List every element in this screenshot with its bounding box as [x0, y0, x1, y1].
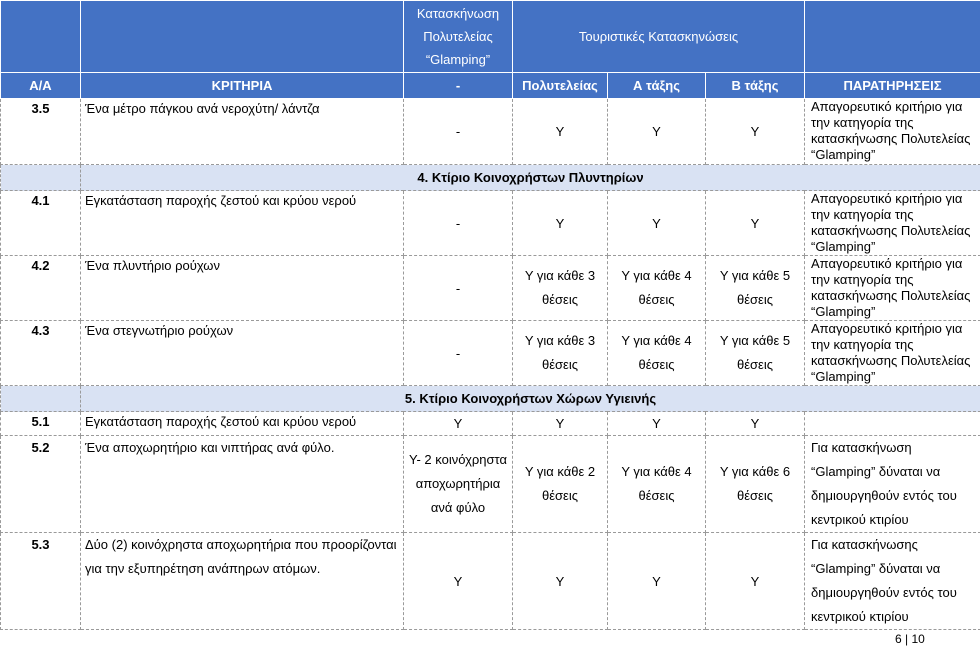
glamping-value: Υ — [404, 533, 513, 630]
a-class-value: Υ — [608, 533, 706, 630]
b-class-value: Υ — [706, 191, 805, 256]
glamping-value: - — [404, 256, 513, 321]
remarks-text: Απαγορευτικό κριτήριο για την κατηγορία της κατασκήνωσης Πολυτελείας “Glamping” — [805, 256, 980, 321]
header-tourist: Τουριστικές Κατασκηνώσεις — [513, 1, 805, 73]
row-number: 3.5 — [1, 99, 81, 165]
section-title: 5. Κτίριο Κοινοχρήστων Χώρων Υγιεινής — [81, 386, 980, 412]
b-class-value: Υ για κάθε 6 θέσεις — [706, 436, 805, 533]
table-row — [1, 533, 980, 630]
glamping-value: - — [404, 191, 513, 256]
table-row — [1, 436, 980, 533]
remarks-text — [805, 412, 980, 436]
criterion-text: Ένα στεγνωτήριο ρούχων — [81, 321, 404, 386]
b-class-value: Υ — [706, 412, 805, 436]
a-class-value: Υ — [608, 99, 706, 165]
b-class-value: Υ — [706, 99, 805, 165]
a-class-value: Υ — [608, 412, 706, 436]
remarks-text: Απαγορευτικό κριτήριο για την κατηγορία της κατασκήνωσης Πολυτελείας “Glamping” — [805, 321, 980, 386]
luxury-value: Υ — [513, 412, 608, 436]
section-header — [1, 165, 980, 191]
col-b-class: Β τάξης — [706, 73, 805, 99]
remarks-text: Απαγορευτικό κριτήριο για την κατηγορία της κατασκήνωσης Πολυτελείας “Glamping” — [805, 99, 980, 165]
luxury-value: Υ για κάθε 3 θέσεις — [513, 321, 608, 386]
luxury-value: Υ — [513, 191, 608, 256]
criterion-text: Ένα αποχωρητήριο και νιπτήρας ανά φύλο. — [81, 436, 404, 533]
table-row — [1, 99, 980, 165]
row-number: 5.1 — [1, 412, 81, 436]
criterion-text: Εγκατάσταση παροχής ζεστού και κρύου νερού — [81, 191, 404, 256]
row-number: 5.3 — [1, 533, 81, 630]
remarks-text: Απαγορευτικό κριτήριο για την κατηγορία της κατασκήνωσης Πολυτελείας “Glamping” — [805, 191, 980, 256]
glamping-value: - — [404, 321, 513, 386]
b-class-value: Υ — [706, 533, 805, 630]
a-class-value: Υ για κάθε 4 θέσεις — [608, 321, 706, 386]
table-row — [1, 256, 980, 321]
glamping-value: Υ — [404, 412, 513, 436]
criterion-text: Δύο (2) κοινόχρηστα αποχωρητήρια που προορίζονται για την εξυπηρέτηση ανάπηρων ατόμων. — [81, 533, 404, 630]
glamping-value: - — [404, 99, 513, 165]
row-number: 4.1 — [1, 191, 81, 256]
luxury-value: Υ — [513, 533, 608, 630]
remarks-text: Για κατασκήνωσης “Glamping” δύναται να δημιουργηθούν εντός του κεντρικού κτιρίου — [805, 533, 980, 630]
b-class-value: Υ για κάθε 5 θέσεις — [706, 321, 805, 386]
b-class-value: Υ για κάθε 5 θέσεις — [706, 256, 805, 321]
row-number: 4.2 — [1, 256, 81, 321]
a-class-value: Υ για κάθε 4 θέσεις — [608, 436, 706, 533]
table-row — [1, 321, 980, 386]
luxury-value: Υ — [513, 99, 608, 165]
table-row — [1, 412, 980, 436]
section-title: 4. Κτίριο Κοινοχρήστων Πλυντηρίων — [81, 165, 980, 191]
col-a-class: Α τάξης — [608, 73, 706, 99]
col-aa: Α/Α — [1, 73, 81, 99]
header-row-columns — [1, 73, 980, 99]
criterion-text: Ένα πλυντήριο ρούχων — [81, 256, 404, 321]
page-number: 6 | 10 — [895, 632, 925, 646]
col-glamping: - — [404, 73, 513, 99]
table-row — [1, 191, 980, 256]
glamping-value: Υ- 2 κοινόχρηστα αποχωρητήρια ανά φύλο — [404, 436, 513, 533]
remarks-text: Για κατασκήνωση “Glamping” δύναται να δημιουργηθούν εντός του κεντρικού κτιρίου — [805, 436, 980, 533]
col-criteria: ΚΡΙΤΗΡΙΑ — [81, 73, 404, 99]
a-class-value: Υ — [608, 191, 706, 256]
col-luxury: Πολυτελείας — [513, 73, 608, 99]
row-number: 4.3 — [1, 321, 81, 386]
header-row-top — [1, 1, 980, 73]
luxury-value: Υ για κάθε 3 θέσεις — [513, 256, 608, 321]
header-glamping: Κατασκήνωση Πολυτελείας “Glamping” — [404, 1, 513, 73]
row-number: 5.2 — [1, 436, 81, 533]
col-remarks: ΠΑΡΑΤΗΡΗΣΕΙΣ — [805, 73, 980, 99]
a-class-value: Υ για κάθε 4 θέσεις — [608, 256, 706, 321]
criterion-text: Εγκατάσταση παροχής ζεστού και κρύου νερού — [81, 412, 404, 436]
section-header — [1, 386, 980, 412]
criterion-text: Ένα μέτρο πάγκου ανά νεροχύτη/ λάντζα — [81, 99, 404, 165]
luxury-value: Υ για κάθε 2 θέσεις — [513, 436, 608, 533]
